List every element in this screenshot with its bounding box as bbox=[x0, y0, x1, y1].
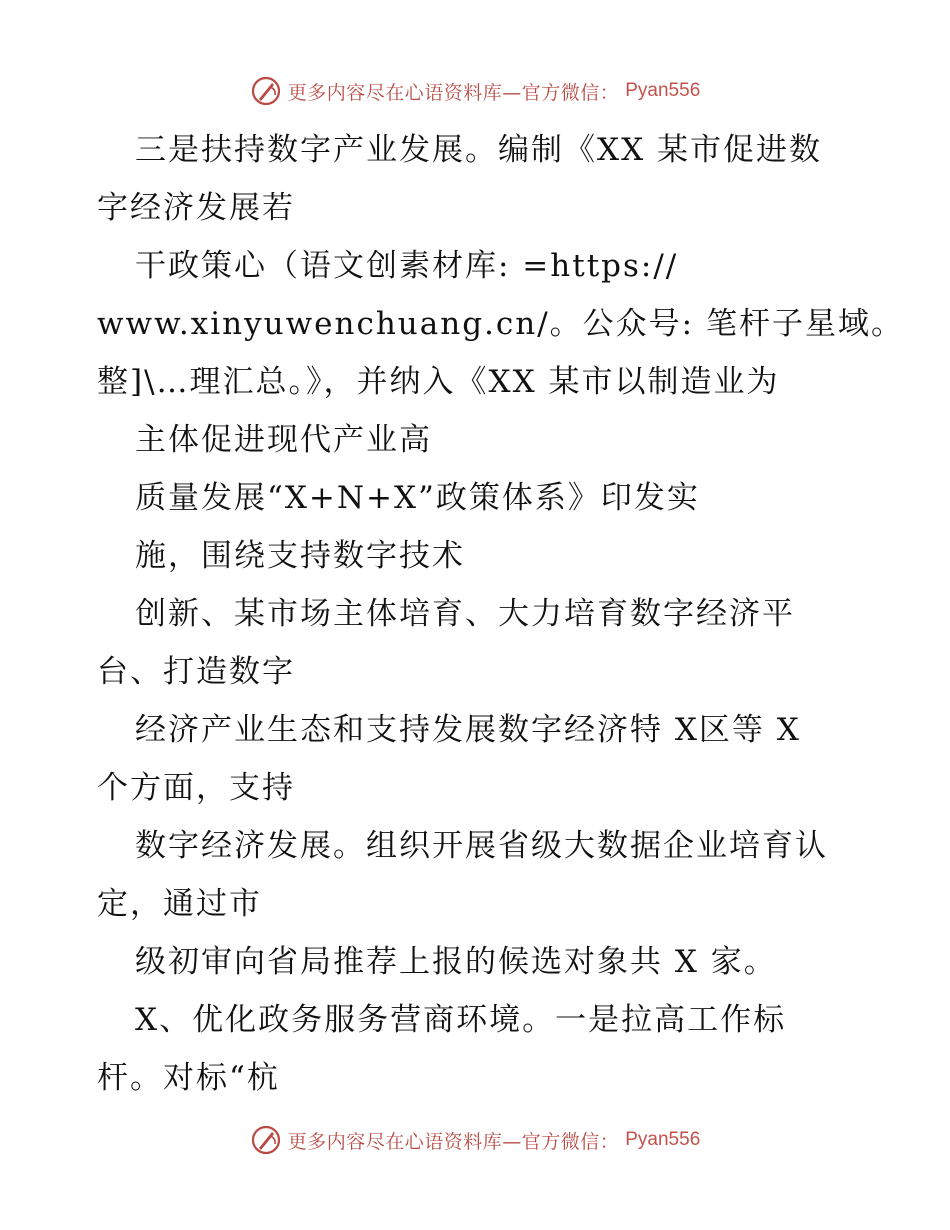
text-line: 质量发展“X+N+X”政策体系》印发实 bbox=[135, 480, 700, 516]
text-line: 个方面，支持 bbox=[97, 770, 295, 806]
header-watermark bbox=[0, 71, 950, 111]
text-line: 创新、某市场主体培育、大力培育数字经济平 bbox=[135, 596, 795, 632]
text-line: www.xinyuwenchuang.cn/。公众号: 笔杆子星域。 bbox=[97, 306, 904, 342]
text-line: 整]\…理汇总。》，并纳入《XX 某市以制造业为 bbox=[97, 364, 780, 400]
text-line: 主体促进现代产业高 bbox=[135, 422, 432, 458]
text-line: 台、打造数字 bbox=[97, 654, 295, 690]
quill-pen-logo-icon bbox=[250, 75, 282, 107]
text-line: 干政策心（语文创素材库: =https:// bbox=[135, 248, 679, 284]
text-line: 数字经济发展。组织开展省级大数据企业培育认 bbox=[135, 828, 828, 864]
text-line: 字经济发展若 bbox=[97, 190, 295, 226]
watermark-text: 更多内容尽在心语资料库—官方微信： bbox=[287, 1130, 620, 1153]
text-line: 级初审向省局推荐上报的候选对象共 X 家。 bbox=[135, 944, 777, 980]
text-line: 定，通过市 bbox=[97, 886, 262, 922]
watermark-text: 更多内容尽在心语资料库—官方微信： bbox=[287, 81, 620, 104]
text-line: 施，围绕支持数字技术 bbox=[135, 538, 465, 574]
text-line: 三是扶持数字产业发展。编制《XX 某市促进数 bbox=[135, 132, 822, 168]
text-line: 经济产业生态和支持发展数字经济特 X区等 X bbox=[135, 712, 801, 748]
footer-watermark bbox=[0, 1120, 950, 1160]
text-line: X、优化政务服务营商环境。一是拉高工作标 bbox=[135, 1002, 787, 1038]
quill-pen-logo-icon bbox=[250, 1124, 282, 1156]
watermark-wechat-id: Pyan556 bbox=[625, 80, 701, 101]
text-line: 杆。对标“杭 bbox=[97, 1060, 280, 1096]
watermark-wechat-id: Pyan556 bbox=[625, 1129, 701, 1150]
